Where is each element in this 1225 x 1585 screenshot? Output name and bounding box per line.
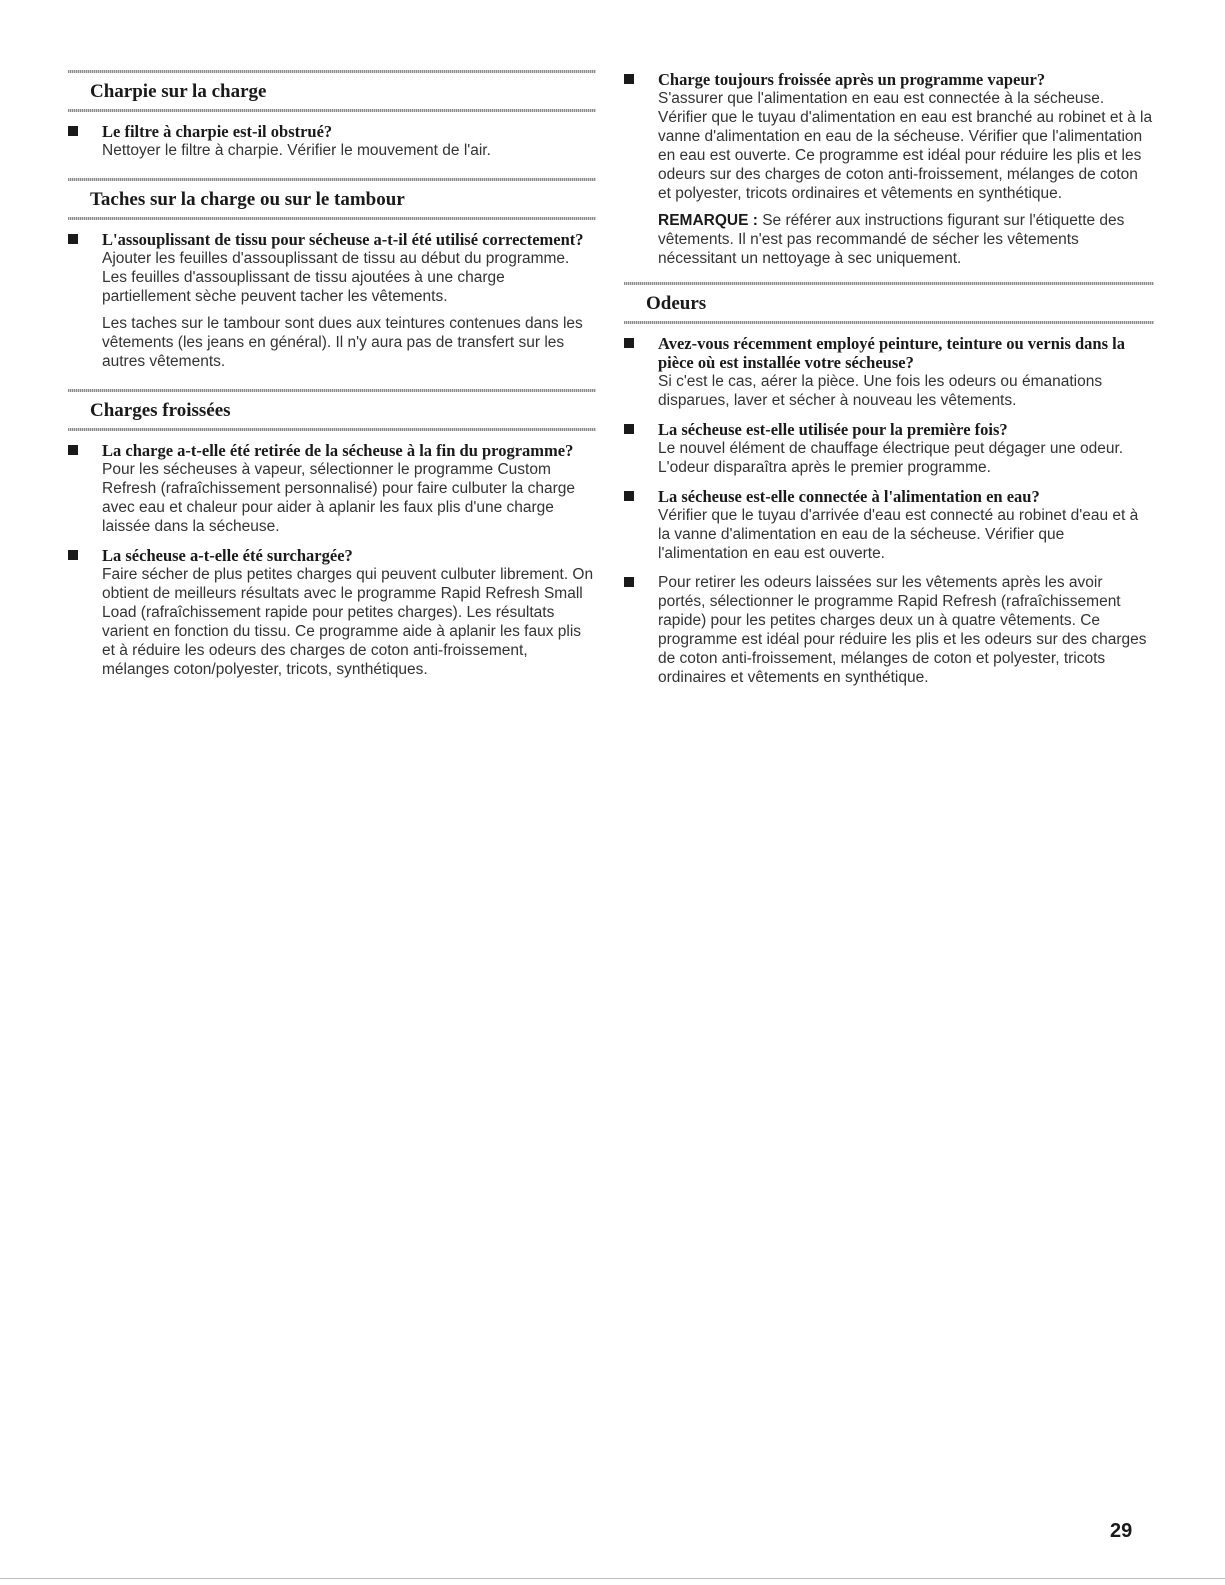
- section-top-rule: [624, 282, 1154, 285]
- section-title: Charpie sur la charge: [90, 81, 267, 102]
- bullet-icon: [68, 126, 78, 136]
- bullet-icon: [68, 445, 78, 455]
- bullet-icon: [624, 338, 634, 348]
- note-text: Se référer aux instructions figurant sur l'étiquette des vêtements. Il n'est pas recommandé de sécher les vêtements nécessitant un nettoyage à sec uniquement.: [658, 212, 1125, 267]
- bullet-icon: [68, 550, 78, 560]
- list-item: [68, 546, 596, 679]
- section-wrinkled: [68, 389, 596, 679]
- list-item: [68, 230, 596, 371]
- list-item: [624, 487, 1154, 563]
- list-item: [68, 122, 596, 160]
- item-question: La sécheuse est-elle utilisée pour la première fois?: [658, 420, 1008, 439]
- left-column: [68, 70, 596, 689]
- item-question: La charge a-t-elle été retirée de la sécheuse à la fin du programme?: [102, 441, 574, 460]
- section-odors: [624, 282, 1154, 687]
- item-question: Le filtre à charpie est-il obstrué?: [102, 122, 333, 141]
- item-question: La sécheuse est-elle connectée à l'alimentation en eau?: [658, 487, 1040, 506]
- item-answer: Pour les sécheuses à vapeur, sélectionner le programme Custom Refresh (rafraîchissement personnalisé) pour faire culbuter la charge avec eau et chaleur pour aider à aplanir les faux plis d'une charge laissée dans la sécheuse.: [102, 461, 575, 535]
- item-question: Avez-vous récemment employé peinture, teinture ou vernis dans la pièce où est installée votre sécheuse?: [658, 334, 1125, 372]
- item-answer: S'assurer que l'alimentation en eau est connectée à la sécheuse. Vérifier que le tuyau d'alimentation en eau est branché au robinet et à la vanne d'alimentation en eau de la sécheuse. Vérifier que l'alimentation en eau est ouverte. Ce programme est idéal pour réduire les plis et les odeurs sur des charges de coton anti-froissement, mélanges de coton et polyester, tricots ordinaires et vêtements en synthétique.: [658, 90, 1153, 202]
- item-answer: Nettoyer le filtre à charpie. Vérifier le mouvement de l'air.: [102, 142, 491, 159]
- note-label: REMARQUE :: [658, 212, 758, 229]
- item-question: La sécheuse a-t-elle été surchargée?: [102, 546, 353, 565]
- item-answer: Le nouvel élément de chauffage électrique peut dégager une odeur. L'odeur disparaîtra après le premier programme.: [658, 440, 1124, 476]
- item-answer: Ajouter les feuilles d'assouplissant de tissu au début du programme. Les feuilles d'assouplissant de tissu ajoutées à une charge partiellement sèche peuvent tacher les vêtements.: [102, 250, 570, 305]
- note: [658, 211, 1154, 268]
- bullet-icon: [68, 234, 78, 244]
- page-bottom-divider: [0, 1578, 1225, 1579]
- right-column: [624, 70, 1154, 697]
- section-bottom-rule: [624, 321, 1154, 324]
- list-item: [624, 334, 1154, 410]
- list-item: [624, 70, 1154, 268]
- item-question: L'assouplissant de tissu pour sécheuse a-t-il été utilisé correctement?: [102, 230, 584, 249]
- item-answer: Si c'est le cas, aérer la pièce. Une fois les odeurs ou émanations disparues, laver et sécher à nouveau les vêtements.: [658, 373, 1103, 409]
- section-title: Odeurs: [646, 293, 707, 314]
- list-item: [624, 573, 1154, 687]
- section-lint: [68, 70, 596, 160]
- page-number: 29: [1110, 1520, 1133, 1542]
- section-stains: [68, 178, 596, 371]
- item-answer-extra: Les taches sur le tambour sont dues aux teintures contenues dans les vêtements (les jeans en général). Il n'y aura pas de transfert sur les autres vêtements.: [102, 315, 583, 370]
- section-top-rule: [68, 70, 596, 73]
- bullet-icon: [624, 577, 634, 587]
- item-question: Charge toujours froissée après un programme vapeur?: [658, 70, 1046, 89]
- section-top-rule: [68, 178, 596, 181]
- section-title: Taches sur la charge ou sur le tambour: [90, 189, 405, 210]
- section-title: Charges froissées: [90, 400, 231, 421]
- item-answer: Vérifier que le tuyau d'arrivée d'eau est connecté au robinet d'eau et à la vanne d'alimentation en eau de la sécheuse. Vérifier que l'alimentation en eau est ouverte.: [658, 507, 1139, 562]
- item-answer: Faire sécher de plus petites charges qui peuvent culbuter librement. On obtient de meilleurs résultats avec le programme Rapid Refresh Small Load (rafraîchissement rapide pour petites charges). Les résultats varient en fonction du tissu. Ce programme aide à aplanir les faux plis et à réduire les odeurs des charges de coton anti-froissement, mélanges coton/polyester, tricots, synthétiques.: [102, 566, 594, 678]
- section-bottom-rule: [68, 109, 596, 112]
- bullet-icon: [624, 74, 634, 84]
- bullet-icon: [624, 424, 634, 434]
- section-bottom-rule: [68, 428, 596, 431]
- list-item: [624, 420, 1154, 477]
- list-item: [68, 441, 596, 536]
- section-bottom-rule: [68, 217, 596, 220]
- item-text: Pour retirer les odeurs laissées sur les vêtements après les avoir portés, sélectionner le programme Rapid Refresh (rafraîchissement rapide) pour les petites charges deux un à quatre vêtements. Ce programme est idéal pour réduire les plis et les odeurs sur des charges de coton anti-froissement, mélanges de coton et polyester, tricots ordinaires et vêtements en synthétique.: [658, 574, 1147, 686]
- section-top-rule: [68, 389, 596, 392]
- bullet-icon: [624, 491, 634, 501]
